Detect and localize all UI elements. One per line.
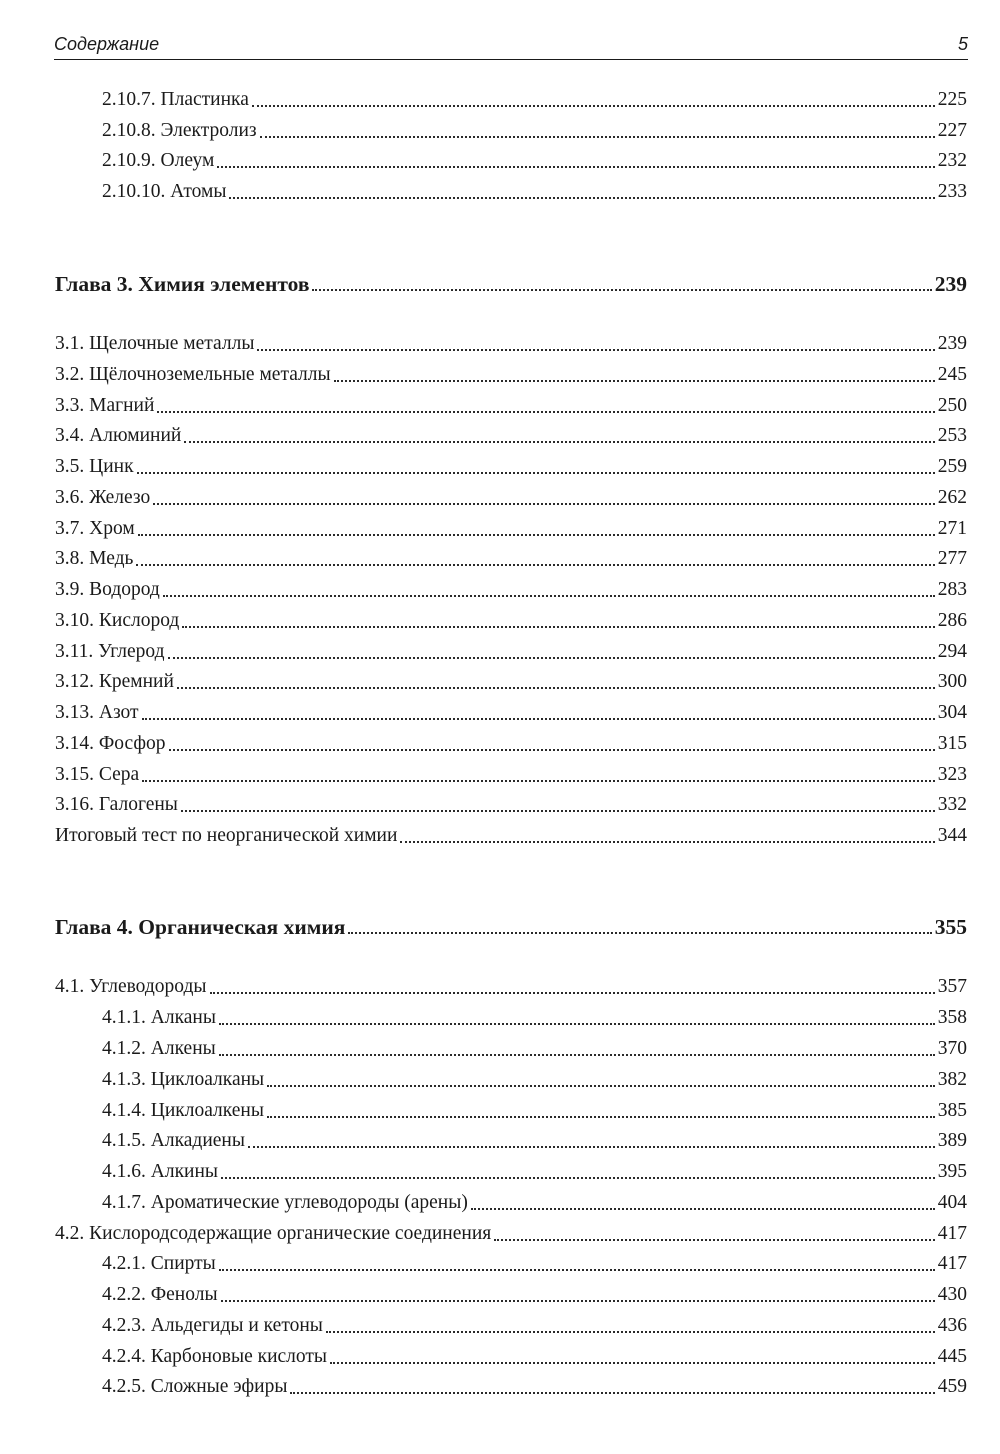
toc-entry[interactable] [0,117,967,145]
toc-entry-label: 4.2.3. Альдегиды и кетоны [102,1315,323,1336]
toc-entry[interactable] [0,576,967,604]
toc-entry[interactable] [0,1066,967,1094]
toc-entry-page: 370 [937,1038,967,1059]
toc-entry-label: 3.13. Азот [55,702,139,723]
toc-entry[interactable] [0,1281,967,1309]
toc-entry-label: 4.1.1. Алканы [102,1007,216,1028]
toc-entry-page: 294 [937,641,967,662]
toc-entry-page: 436 [937,1315,967,1336]
toc-entry-page: 357 [937,976,967,997]
toc-entry-page: 395 [937,1161,967,1182]
toc-entry[interactable] [0,1097,967,1125]
toc-leader-dots [257,349,934,351]
toc-entry[interactable] [0,791,967,819]
toc-entry-label: 4.2.4. Карбоновые кислоты [102,1346,328,1367]
toc-entry-page: 323 [937,764,967,785]
toc-entry-label: 4.1. Углеводороды [55,976,207,997]
toc-entry-label: 4.2.1. Спирты [102,1253,216,1274]
toc-entry-page: 417 [937,1223,967,1244]
toc-entry[interactable] [0,1004,967,1032]
toc-entry-label: 4.2. Кислородсодержащие органические соединения [55,1223,492,1244]
toc-entry-page: 250 [937,395,967,416]
toc-leader-dots [252,105,935,107]
toc-leader-dots [494,1239,935,1241]
toc-entry[interactable] [0,422,967,450]
toc-entry[interactable] [0,1035,967,1063]
toc-entry-page: 233 [937,181,967,202]
toc-entry-label: 4.1.3. Циклоалканы [102,1069,265,1090]
toc-entry[interactable] [0,178,967,206]
toc-entry-label: 4.2.2. Фенолы [102,1284,218,1305]
running-header-title: Содержание [54,34,160,54]
toc-entry[interactable] [0,668,967,696]
toc-entry-label: 3.5. Цинк [55,456,134,477]
toc-leader-dots [163,595,935,597]
toc-entry-page: 253 [937,425,967,446]
toc-entry-page: 332 [937,794,967,815]
toc-entry[interactable] [0,515,967,543]
toc-entry-label: 3.14. Фосфор [55,733,166,754]
toc-entry-page: 225 [937,89,967,110]
toc-entry-page: 300 [937,671,967,692]
toc-entry-label: 3.11. Углерод [55,641,165,662]
toc-leader-dots [217,166,934,168]
toc-leader-dots [210,992,935,994]
toc-entry[interactable] [0,361,967,389]
toc-entry-page: 358 [937,1007,967,1028]
toc-entry[interactable] [0,484,967,512]
toc-leader-dots [136,564,934,566]
toc-leader-dots [248,1146,935,1148]
toc-entry[interactable] [0,545,967,573]
header-rule [54,59,968,60]
toc-entry-label: 4.1.5. Алкадиены [102,1130,245,1151]
toc-leader-dots [312,289,931,291]
toc-entry-label: 3.9. Водород [55,579,160,600]
toc-entry-label: 2.10.7. Пластинка [102,89,249,110]
toc-entry[interactable] [0,973,967,1001]
toc-entry-label: 3.16. Галогены [55,794,178,815]
toc-entry-page: 430 [937,1284,967,1305]
toc-entry-page: 404 [937,1192,967,1213]
toc-entry[interactable] [0,330,967,358]
toc-entry[interactable] [0,453,967,481]
toc-leader-dots [157,411,934,413]
toc-entry-label: 3.1. Щелочные металлы [55,333,255,354]
toc-entry[interactable] [0,1127,967,1155]
running-header [54,30,968,60]
toc-entry-page: 227 [937,120,967,141]
toc-leader-dots [182,626,934,628]
toc-entry[interactable] [0,392,967,420]
toc-leader-dots [229,197,934,199]
toc-entry-label: 4.2.5. Сложные эфиры [102,1376,288,1397]
toc-entry[interactable] [0,638,967,666]
toc-leader-dots [177,687,935,689]
toc-leader-dots [142,780,935,782]
toc-entry[interactable] [0,761,967,789]
toc-entry-label: 2.10.9. Олеум [102,150,215,171]
toc-entry[interactable] [0,699,967,727]
toc-entry[interactable] [0,1189,967,1217]
toc-leader-dots [138,534,935,536]
toc-entry-page: 315 [937,733,967,754]
toc-leader-dots [348,932,931,934]
toc-leader-dots [184,441,934,443]
toc-entry[interactable] [0,607,967,635]
toc-chapter-page: 239 [934,272,967,296]
toc-entry-label: 3.15. Сера [55,764,140,785]
toc-leader-dots [326,1331,935,1333]
toc-leader-dots [153,503,935,505]
toc-entry-label: 3.8. Медь [55,548,134,569]
toc-entry-label: 3.2. Щёлочноземельные металлы [55,364,331,385]
toc-leader-dots [290,1392,934,1394]
toc-entry-page: 382 [937,1069,967,1090]
toc-leader-dots [219,1269,935,1271]
toc-leader-dots [221,1177,935,1179]
toc-entry-page: 245 [937,364,967,385]
toc-entry-page: 239 [937,333,967,354]
toc-leader-dots [260,136,935,138]
toc-leader-dots [142,718,935,720]
toc-entry[interactable] [0,1158,967,1186]
toc-entry[interactable] [0,1373,967,1401]
toc-entry-label: 4.1.2. Алкены [102,1038,216,1059]
toc-entry-label: 3.3. Магний [55,395,155,416]
toc-leader-dots [267,1085,935,1087]
toc-entry-label: Итоговый тест по неорганической химии [55,825,398,846]
toc-entry[interactable] [0,86,967,114]
toc-entry[interactable] [0,1312,967,1340]
toc-leader-dots [181,810,935,812]
toc-entry-page: 277 [937,548,967,569]
toc-entry-page: 445 [937,1346,967,1367]
toc-chapter-4[interactable] [0,913,967,941]
toc-entry-page: 389 [937,1130,967,1151]
toc-entry-page: 417 [937,1253,967,1274]
toc-leader-dots [219,1054,935,1056]
toc-entry-label: 2.10.8. Электролиз [102,120,257,141]
toc-leader-dots [334,380,935,382]
toc-entry-page: 286 [937,610,967,631]
toc-entry-label: 3.10. Кислород [55,610,180,631]
toc-entry[interactable] [0,1250,967,1278]
toc-entry-label: 4.1.4. Циклоалкены [102,1100,264,1121]
toc-entry-page: 344 [937,825,967,846]
toc-leader-dots [400,841,934,843]
toc-entry-page: 283 [937,579,967,600]
toc-entry-page: 259 [937,456,967,477]
toc-leader-dots [330,1362,935,1364]
toc-entry-page: 271 [937,518,967,539]
toc-chapter-3[interactable] [0,270,967,298]
toc-leader-dots [219,1023,935,1025]
toc-entry[interactable] [0,822,967,850]
toc-entry-label: 3.12. Кремний [55,671,174,692]
toc-leader-dots [221,1300,935,1302]
toc-entry-label: 4.1.7. Ароматические углеводороды (арены) [102,1192,468,1213]
toc-chapter-label: Глава 3. Химия элементов [55,272,310,296]
toc-chapter-page: 355 [934,915,967,939]
toc-entry-page: 385 [937,1100,967,1121]
toc-leader-dots [169,749,935,751]
toc-leader-dots [471,1208,935,1210]
toc-entry-page: 459 [937,1376,967,1397]
toc-entry-page: 304 [937,702,967,723]
toc-entry[interactable] [0,1343,967,1371]
toc-leader-dots [267,1116,935,1118]
toc-leader-dots [168,657,935,659]
toc-entry-page: 262 [937,487,967,508]
running-header-page-number: 5 [957,34,968,54]
toc-entry-label: 3.7. Хром [55,518,135,539]
toc-chapter-label: Глава 4. Органическая химия [55,915,346,939]
toc-entry[interactable] [0,1220,967,1248]
toc-entry-page: 232 [937,150,967,171]
toc-entry-label: 2.10.10. Атомы [102,181,227,202]
toc-leader-dots [137,472,935,474]
toc-entry-label: 3.4. Алюминий [55,425,182,446]
toc-entry[interactable] [0,730,967,758]
toc-entry-label: 4.1.6. Алкины [102,1161,219,1182]
toc-entry-label: 3.6. Железо [55,487,151,508]
toc-entry[interactable] [0,147,967,175]
